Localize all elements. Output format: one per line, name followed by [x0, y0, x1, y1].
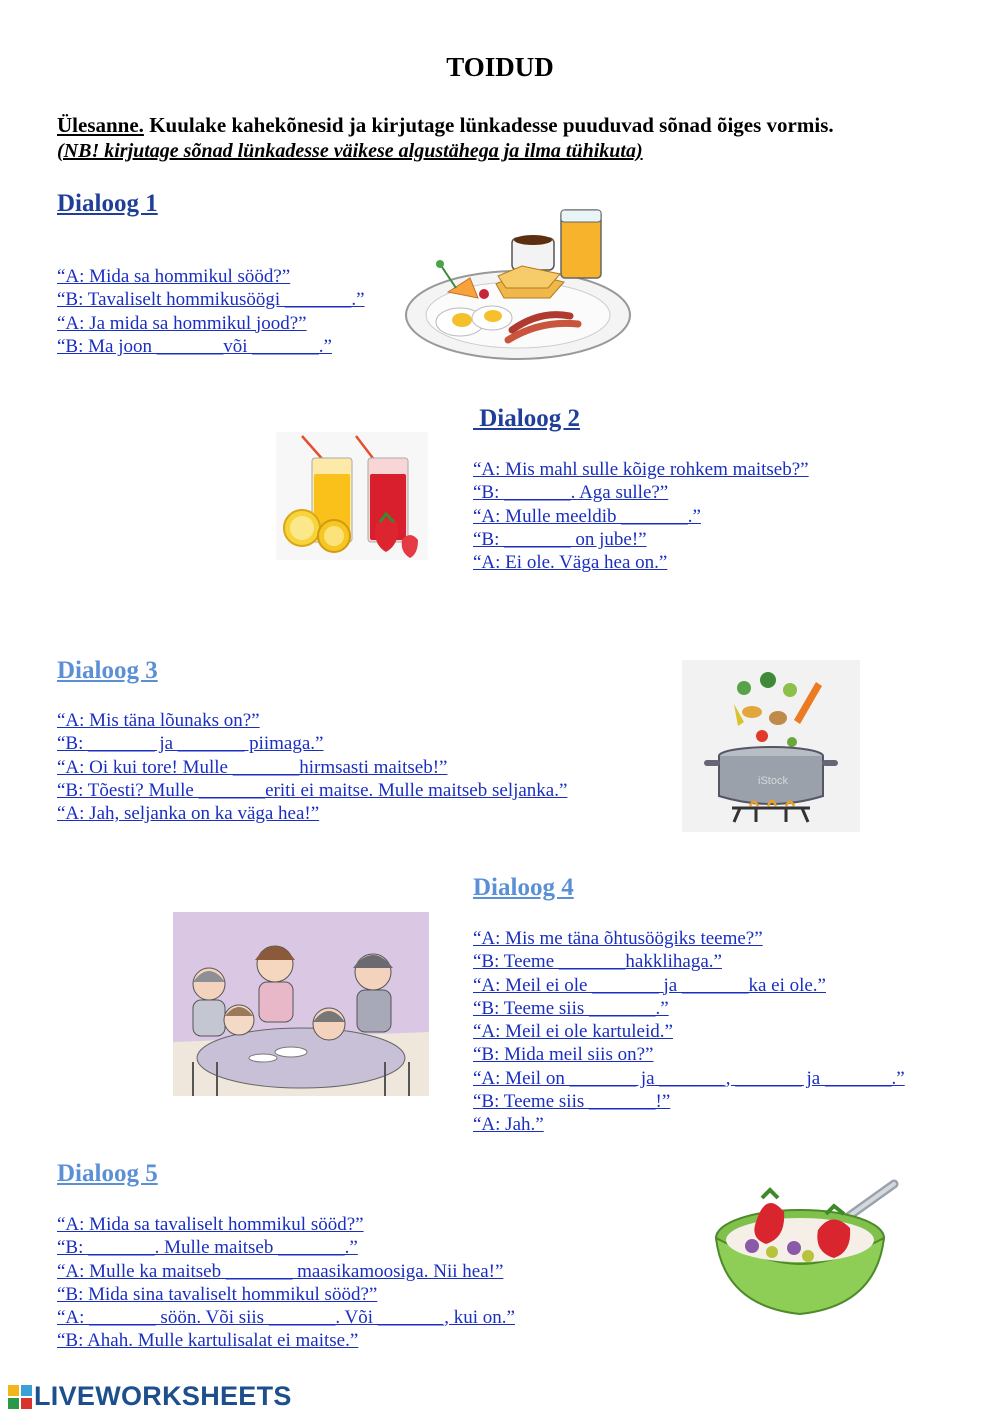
page-title: TOIDUD	[446, 52, 554, 82]
dialog-3-line-2: “B: _______ ja _______ piimaga.”	[57, 733, 324, 755]
dialog-1-heading: Dialoog 1	[57, 190, 158, 217]
dialog-2-line-2: “B: _______. Aga sulle?”	[473, 482, 669, 504]
dialog-2-line-5: “A: Ei ole. Väga hea on.”	[473, 552, 668, 574]
dialog-5-heading: Dialoog 5	[57, 1160, 158, 1187]
dialog-2-line-3: “A: Mulle meeldib _______.”	[473, 505, 701, 527]
dialog-2-line-1: “A: Mis mahl sulle kõige rohkem maitseb?”	[473, 459, 809, 480]
dialog-1-lines	[57, 265, 365, 358]
dialog-4-line-5: “A: Meil ei ole kartuleid.”	[473, 1021, 673, 1043]
dialog-3-lines	[57, 709, 567, 825]
dialog-2-heading: Dialoog 2	[473, 405, 580, 432]
juice-glasses-image	[276, 432, 428, 560]
dialog-5-line-1: “A: Mida sa tavaliselt hommikul sööd?”	[57, 1214, 364, 1235]
dialog-5-line-3: “A: Mulle ka maitseb _______ maasikamoosiga. Nii hea!”	[57, 1260, 504, 1282]
dialog-4-line-6: “B: Mida meil siis on?”	[473, 1044, 654, 1066]
logo-text: LIVEWORKSHEETS	[34, 1381, 292, 1411]
task-text: Kuulake kahekõnesid ja kirjutage lünkadesse puuduvad sõnad õiges vormis.	[143, 113, 834, 137]
dialog-2-line-4: “B: _______ on jube!”	[473, 528, 647, 550]
stock-watermark: iStock	[758, 775, 788, 787]
dialog-4-line-9: “A: Jah.”	[473, 1114, 544, 1136]
breakfast-plate-image	[400, 202, 636, 367]
cooking-pot-image	[682, 660, 860, 832]
task-note: (NB! kirjutage sõnad lünkadesse väikese algustähega ja ilma tühikuta)	[57, 140, 643, 162]
family-dinner-image	[173, 912, 429, 1096]
dialog-5-lines	[57, 1213, 515, 1353]
task-instruction	[57, 113, 834, 138]
liveworksheets-logo	[8, 1381, 292, 1412]
dialog-1-line-4: “B: Ma joon _______või _______.”	[57, 335, 332, 357]
liveworksheets-logo-icon	[8, 1385, 32, 1409]
dialog-5-line-2: “B: _______. Mulle maitseb _______.”	[57, 1237, 358, 1259]
dialog-3-line-1: “A: Mis täna lõunaks on?”	[57, 710, 260, 731]
dialog-4-heading: Dialoog 4	[473, 874, 574, 901]
dialog-3-line-4: “B: Tõesti? Mulle _______eriti ei maitse. Mulle maitseb seljanka.”	[57, 779, 568, 801]
dialog-4-lines	[473, 927, 905, 1137]
dialog-4-line-4: “B: Teeme siis _______.”	[473, 997, 669, 1019]
dialog-1-line-2: “B: Tavaliselt hommikusöögi _______.”	[57, 289, 365, 311]
dialog-4-line-3: “A: Meil ei ole _______ ja _______ka ei ole.”	[473, 974, 826, 996]
dialog-3-line-5: “A: Jah, seljanka on ka väga hea!”	[57, 803, 320, 825]
dialog-3-line-3: “A: Oi kui tore! Mulle _______hirmsasti maitseb!”	[57, 756, 448, 778]
dialog-3-heading: Dialoog 3	[57, 657, 158, 684]
task-label: Ülesanne.	[57, 113, 144, 137]
dialog-4-line-2: “B: Teeme _______hakklihaga.”	[473, 951, 722, 973]
dialog-5-line-6: “B: Ahah. Mulle kartulisalat ei maitse.”	[57, 1330, 359, 1352]
dialog-2-lines	[473, 458, 809, 574]
strawberry-bowl-image	[714, 1172, 914, 1318]
dialog-4-line-7: “A: Meil on _______ ja _______, _______ ja _______.”	[473, 1067, 905, 1089]
dialog-1-line-3: “A: Ja mida sa hommikul jood?”	[57, 312, 307, 334]
dialog-5-line-5: “A: _______ söön. Või siis _______. Või _______, kui on.”	[57, 1307, 515, 1329]
dialog-4-line-8: “B: Teeme siis _______!”	[473, 1091, 671, 1113]
dialog-1-line-1: “A: Mida sa hommikul sööd?”	[57, 266, 291, 287]
dialog-5-line-4: “B: Mida sina tavaliselt hommikul sööd?”	[57, 1283, 378, 1305]
dialog-4-line-1: “A: Mis me täna õhtusöögiks teeme?”	[473, 928, 763, 949]
